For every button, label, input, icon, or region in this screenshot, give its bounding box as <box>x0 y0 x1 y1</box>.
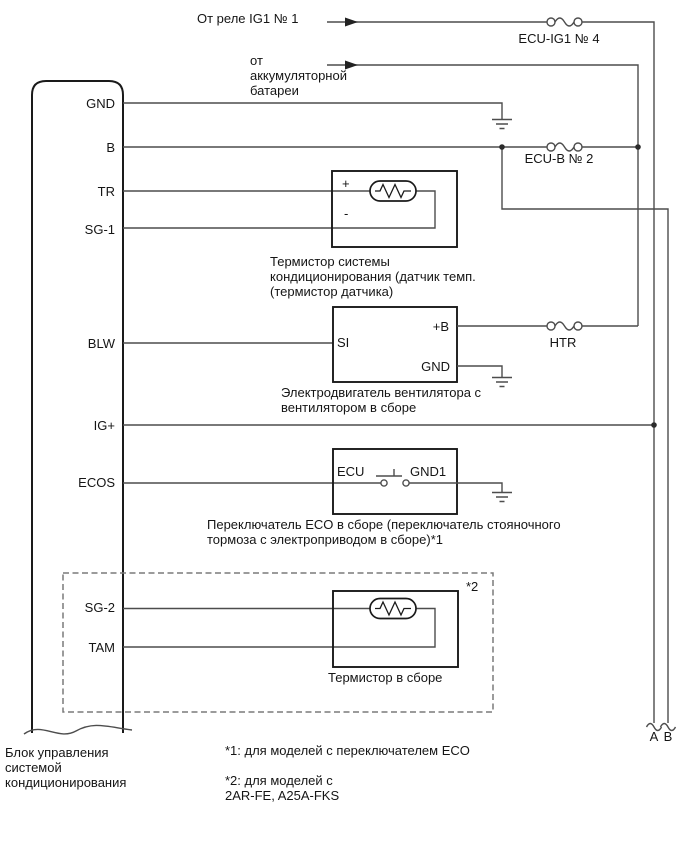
engine-thermistor-caption: Термистор в сборе <box>328 670 443 685</box>
thermistor-symbol-ac <box>370 181 416 201</box>
connector-a-label: A <box>649 729 659 744</box>
battery-source-label-line2: аккумуляторной <box>250 68 347 83</box>
footnote-1: *1: для моделей с переключателем ECO <box>225 743 470 758</box>
pin-sg2: SG-2 <box>84 600 115 615</box>
switch-symbol <box>376 469 409 486</box>
fan-motor-pin-si: SI <box>337 335 350 350</box>
eco-switch-caption-line2: тормоза с электроприводом в сборе)*1 <box>207 532 443 547</box>
footnote-2-line1: *2: для моделей с <box>225 773 333 788</box>
pin-ig-plus: IG+ <box>93 418 115 433</box>
fan-motor-caption-line2: вентилятором в сборе <box>281 400 417 415</box>
control-block-caption-line1: Блок управления <box>5 745 109 760</box>
b-pin-wire <box>123 147 668 723</box>
pin-b: B <box>106 140 115 155</box>
pin-tr: TR <box>97 184 115 199</box>
control-block-caption-line2: системой <box>5 760 62 775</box>
fuse-ecu-ig1-label: ECU-IG1 № 4 <box>518 31 600 46</box>
pin-ecos: ECOS <box>78 475 115 490</box>
fuse-htr-label: HTR <box>549 335 577 350</box>
footnote-2-line2: 2AR-FE, A25A-FKS <box>225 788 340 803</box>
battery-source-label-line1: от <box>250 53 263 68</box>
arrow-right-icon <box>345 18 358 27</box>
eco-switch-box <box>333 449 457 514</box>
junction-dot <box>651 422 657 428</box>
battery-source-label-line3: батареи <box>250 83 299 98</box>
eco-switch-pin-gnd1: GND1 <box>410 464 447 479</box>
ac-thermistor-minus-label: - <box>344 206 349 221</box>
fuse-ecu-b-label: ECU-B № 2 <box>524 151 594 166</box>
ig1-relay-source-label: От реле IG1 № 1 <box>197 11 299 26</box>
ac-thermistor-caption-line1: Термистор системы <box>270 254 390 269</box>
gnd-pin-wire <box>123 103 502 119</box>
block-break-wave <box>24 725 132 734</box>
ground-symbol-motor <box>492 378 512 387</box>
gnd1-wire <box>409 483 502 492</box>
ac-thermistor-caption-line3: (термистор датчика) <box>270 284 394 299</box>
dashed-region-note-ref: *2 <box>466 579 479 594</box>
ac-thermistor-plus-label: + <box>342 176 350 191</box>
eco-switch-pin-ecu: ECU <box>337 464 365 479</box>
junction-dot <box>635 144 641 150</box>
junction-dot <box>499 144 505 150</box>
pin-blw: BLW <box>87 336 115 351</box>
connector-b-label: B <box>663 729 673 744</box>
eco-switch-caption-line1: Переключатель ECO в сборе (переключатель стояночного <box>207 517 561 532</box>
fuse-ecu-ig1-symbol <box>547 18 582 26</box>
fan-motor-pin-plus-b: +B <box>432 319 449 334</box>
ac-thermistor-caption-line2: кондиционирования (датчик темп. <box>270 269 476 284</box>
fan-motor-pin-gnd: GND <box>421 359 450 374</box>
pin-tam: TAM <box>88 640 115 655</box>
motor-gnd-wire <box>457 366 502 377</box>
pin-gnd: GND <box>86 96 115 111</box>
thermistor-symbol-engine <box>370 599 416 619</box>
ground-symbol-eco <box>492 493 512 502</box>
ground-symbol-top <box>492 120 512 129</box>
dashed-region-outline <box>63 573 493 712</box>
control-block-outline <box>24 81 132 734</box>
pin-sg1: SG-1 <box>84 222 115 237</box>
fan-motor-caption-line1: Электродвигатель вентилятора с <box>281 385 482 400</box>
fuse-ecu-b-symbol <box>547 143 582 151</box>
fuse-htr-symbol <box>547 322 582 330</box>
control-block-caption-line3: кондиционирования <box>5 775 127 790</box>
